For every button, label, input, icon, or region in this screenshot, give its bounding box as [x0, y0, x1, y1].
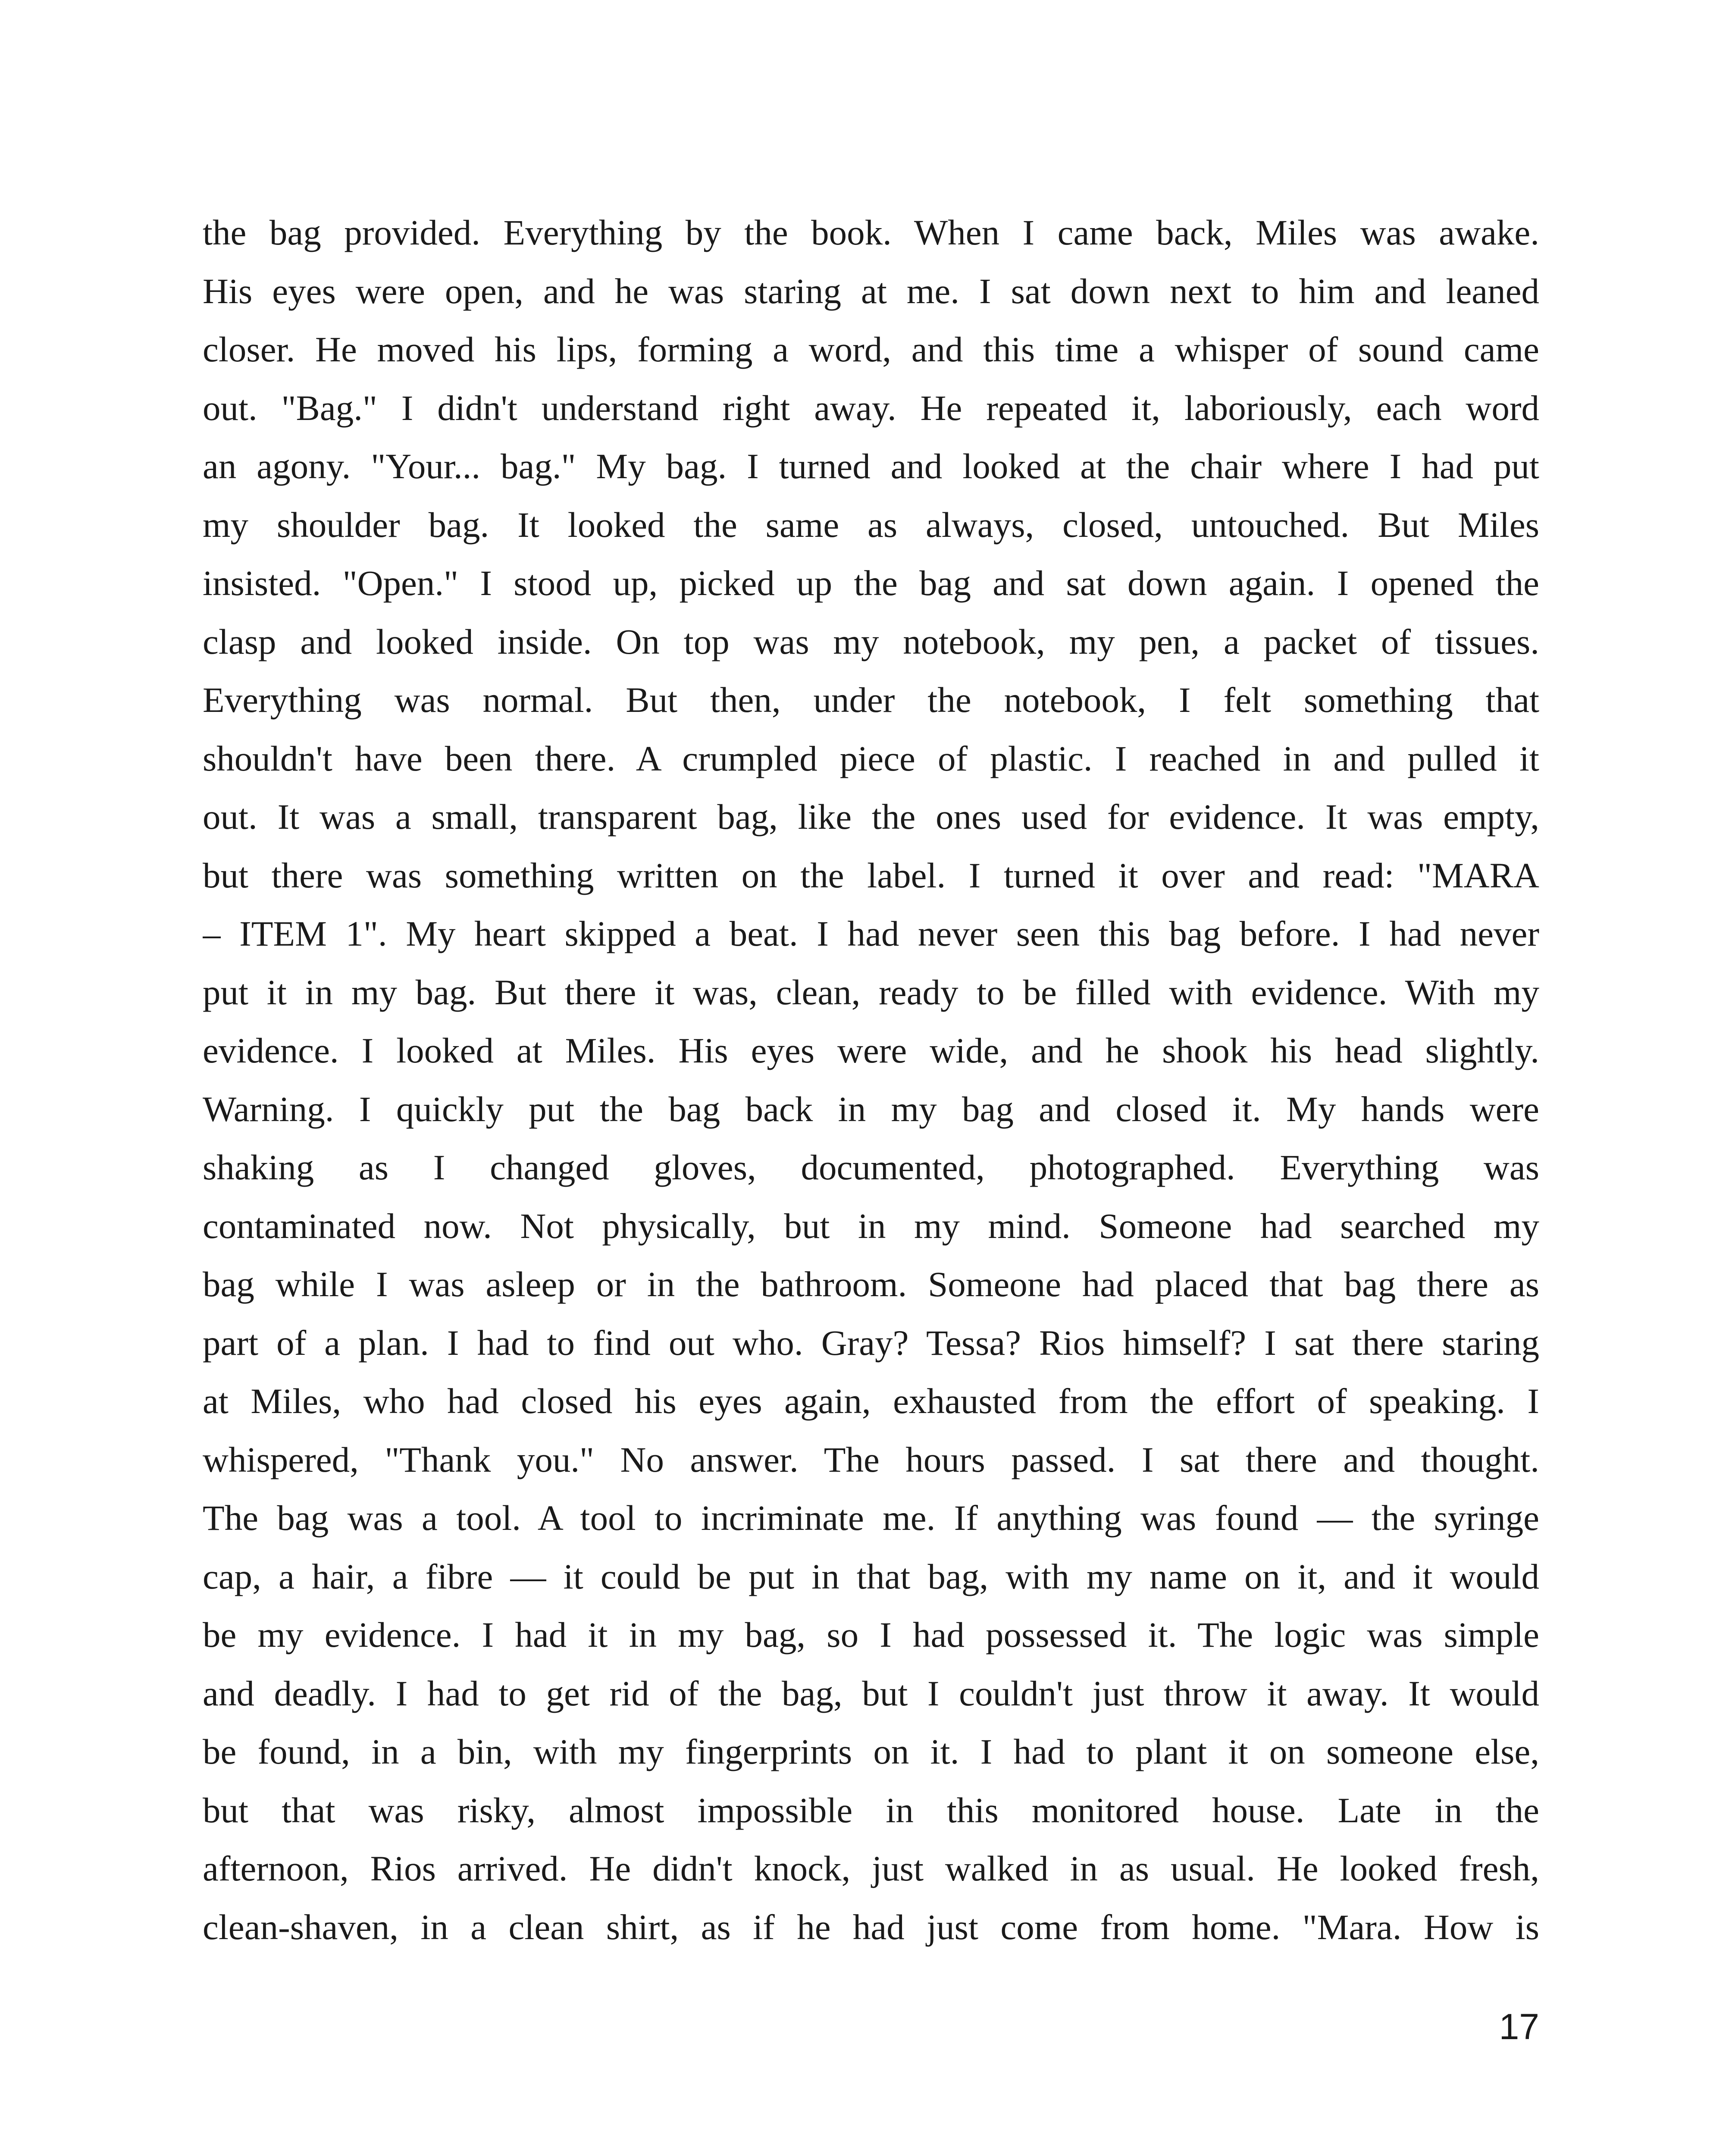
text-line: put it in my bag. But there it was, clean, ready to be filled with evidence. With my	[203, 972, 1539, 1012]
body-text	[203, 204, 1539, 1956]
text-line: whispered, "Thank you." No answer. The hours passed. I sat there and thought.	[203, 1439, 1539, 1479]
text-line: The bag was a tool. A tool to incriminate me. If anything was found — the syringe	[203, 1498, 1539, 1538]
text-line: but there was something written on the label. I turned it over and read: "MARA	[203, 855, 1539, 895]
text-line: insisted. "Open." I stood up, picked up the bag and sat down again. I opened the	[203, 563, 1539, 603]
page-number: 17	[1499, 2006, 1539, 2047]
text-line: at Miles, who had closed his eyes again, exhausted from the effort of speaking. I	[203, 1381, 1539, 1421]
text-line: an agony. "Your... bag." My bag. I turned and looked at the chair where I had put	[203, 446, 1539, 486]
text-line: Warning. I quickly put the bag back in my bag and closed it. My hands were	[203, 1089, 1539, 1129]
text-line: but that was risky, almost impossible in this monitored house. Late in the	[203, 1790, 1539, 1830]
text-line: Everything was normal. But then, under the notebook, I felt something that	[203, 680, 1539, 720]
text-line: part of a plan. I had to find out who. Gray? Tessa? Rios himself? I sat there staring	[203, 1322, 1539, 1363]
text-line: shaking as I changed gloves, documented, photographed. Everything was	[203, 1147, 1539, 1187]
text-line: out. It was a small, transparent bag, like the ones used for evidence. It was empty,	[203, 797, 1539, 837]
text-line: closer. He moved his lips, forming a word, and this time a whisper of sound came	[203, 329, 1539, 369]
text-line: be my evidence. I had it in my bag, so I had possessed it. The logic was simple	[203, 1615, 1539, 1655]
text-line: clean-shaven, in a clean shirt, as if he had just come from home. "Mara. How is	[203, 1907, 1539, 1947]
text-line: evidence. I looked at Miles. His eyes were wide, and he shook his head slightly.	[203, 1031, 1539, 1070]
text-line: out. "Bag." I didn't understand right away. He repeated it, laboriously, each word	[203, 388, 1539, 428]
text-line: my shoulder bag. It looked the same as always, closed, untouched. But Miles	[203, 505, 1539, 545]
text-line: and deadly. I had to get rid of the bag, but I couldn't just throw it away. It would	[203, 1673, 1539, 1713]
text-line: – ITEM 1". My heart skipped a beat. I had never seen this bag before. I had never	[203, 914, 1539, 953]
text-line: bag while I was asleep or in the bathroom. Someone had placed that bag there as	[203, 1264, 1539, 1304]
text-line: His eyes were open, and he was staring at me. I sat down next to him and leaned	[203, 271, 1539, 311]
text-line: contaminated now. Not physically, but in my mind. Someone had searched my	[203, 1206, 1539, 1246]
text-line: cap, a hair, a fibre — it could be put in that bag, with my name on it, and it would	[203, 1556, 1539, 1596]
text-line: the bag provided. Everything by the book. When I came back, Miles was awake.	[203, 213, 1539, 252]
text-line: clasp and looked inside. On top was my notebook, my pen, a packet of tissues.	[203, 621, 1539, 661]
text-line: shouldn't have been there. A crumpled piece of plastic. I reached in and pulled it	[203, 738, 1539, 778]
text-line: afternoon, Rios arrived. He didn't knock, just walked in as usual. He looked fresh,	[203, 1849, 1539, 1888]
text-line: be found, in a bin, with my fingerprints on it. I had to plant it on someone else,	[203, 1732, 1539, 1771]
